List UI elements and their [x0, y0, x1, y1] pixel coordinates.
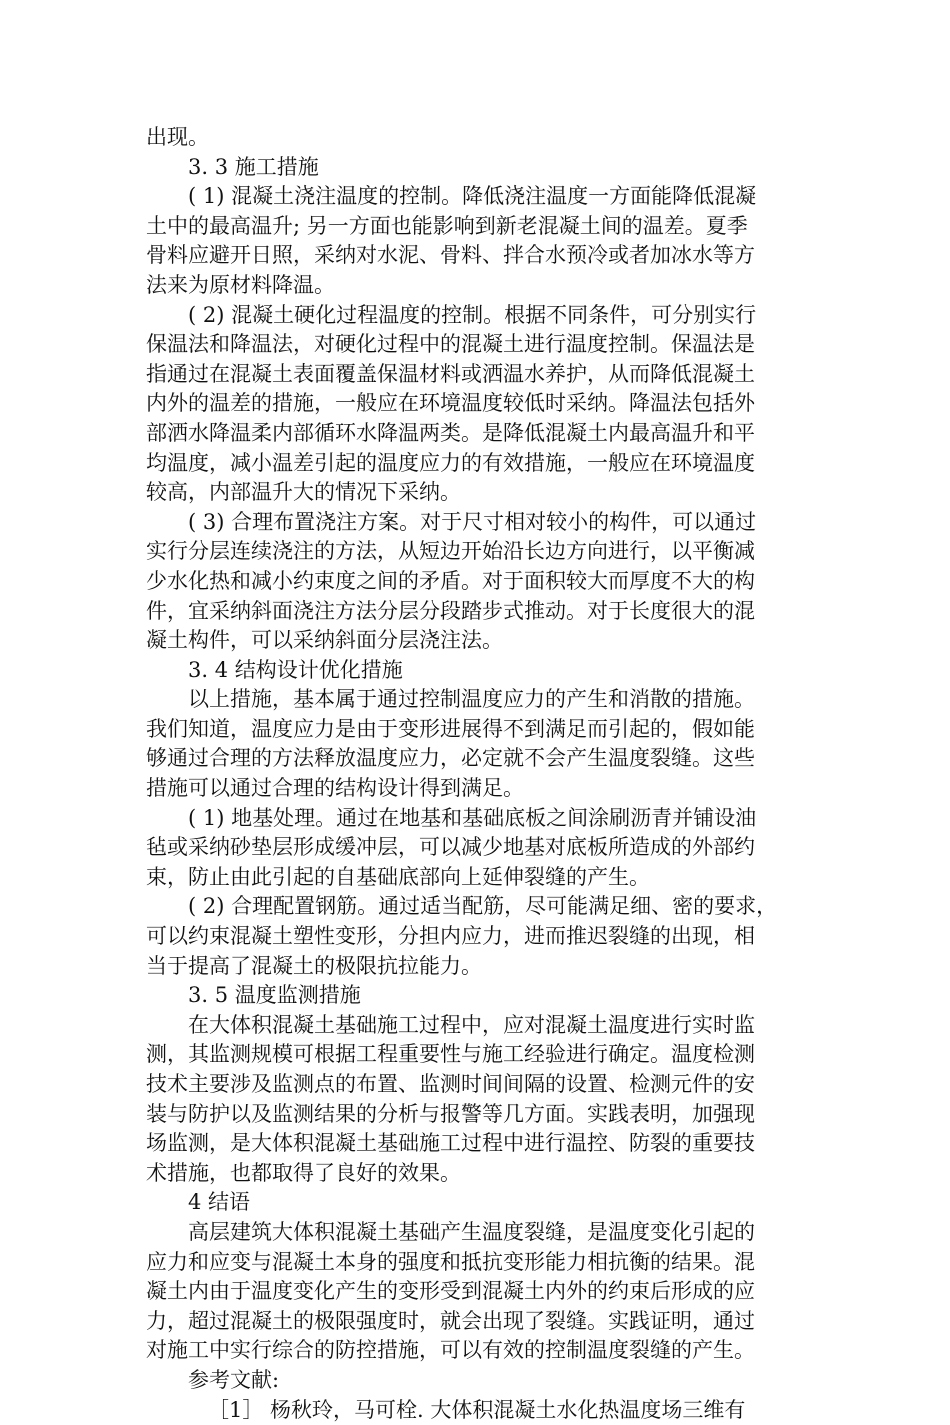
paragraph-line: ( 1) 混凝土浇注温度的控制。降低浇注温度一方面能降低混凝	[188, 184, 757, 209]
paragraph-line: 出现。	[146, 125, 209, 149]
paragraph-line: 应力和应变与混凝土本身的强度和抵抗变形能力相抗衡的结果。混	[146, 1249, 755, 1274]
paragraph-line: 测，其监测规模可根据工程重要性与施工经验进行确定。温度检测	[146, 1042, 755, 1067]
paragraph-line: 内外的温差的措施，一般应在环境温度较低时采纳。降温法包括外	[146, 391, 755, 416]
paragraph-line: 指通过在混凝土表面覆盖保温材料或洒温水养护，从而降低混凝土	[146, 361, 755, 386]
paragraph-line: 均温度，减小温差引起的温度应力的有效措施，一般应在环境温度	[146, 450, 755, 475]
paragraph-line: 少水化热和减小约束度之间的矛盾。对于面积较大而厚度不大的构	[146, 568, 755, 593]
section-heading: 3. 3 施工措施	[188, 154, 319, 179]
paragraph-line: 我们知道，温度应力是由于变形进展得不到满足而引起的，假如能	[146, 716, 755, 741]
paragraph-line: 凝土构件，可以采纳斜面分层浇注法。	[146, 628, 503, 653]
paragraph-line: 装与防护以及监测结果的分析与报警等几方面。实践表明，加强现	[146, 1101, 755, 1126]
paragraph-line: 高层建筑大体积混凝土基础产生温度裂缝，是温度变化引起的	[188, 1219, 755, 1244]
paragraph-line: 力，超过混凝土的极限强度时，就会出现了裂缝。实践证明，通过	[146, 1308, 755, 1333]
paragraph-line: 以上措施，基本属于通过控制温度应力的产生和消散的措施。	[188, 687, 755, 712]
paragraph-line: 骨料应避开日照，采纳对水泥、骨料、拌合水预冷或者加冰水等方	[146, 243, 755, 268]
section-heading: 3. 5 温度监测措施	[188, 983, 361, 1008]
paragraph-line: 件，宜采纳斜面浇注方法分层分段踏步式推动。对于长度很大的混	[146, 598, 755, 623]
paragraph-line: 束，防止由此引起的自基础底部向上延伸裂缝的产生。	[146, 864, 650, 889]
paragraph-line: 法来为原材料降温。	[146, 272, 335, 297]
paragraph-line: 毡或采纳砂垫层形成缓冲层，可以减少地基对底板所造成的外部约	[146, 835, 755, 860]
references-heading: 参考文献:	[188, 1367, 280, 1392]
paragraph-line: 土中的最高温升; 另一方面也能影响到新老混凝土间的温差。夏季	[146, 213, 748, 238]
section-heading: 4 结语	[188, 1190, 251, 1215]
paragraph-line: ( 2) 混凝土硬化过程温度的控制。根据不同条件，可分别实行	[188, 302, 757, 327]
reference-entry: ［1］ 杨秋玲，马可栓. 大体积混凝土水化热温度场三维有	[208, 1397, 746, 1422]
paragraph-line: 可以约束混凝土塑性变形，分担内应力，进而推迟裂缝的出现，相	[146, 924, 755, 949]
paragraph-line: ( 2) 合理配置钢筋。通过适当配筋，尽可能满足细、密的要求，	[188, 894, 778, 919]
paragraph-line: 当于提高了混凝土的极限抗拉能力。	[146, 953, 482, 978]
paragraph-line: 实行分层连续浇注的方法，从短边开始沿长边方向进行，以平衡减	[146, 539, 755, 564]
paragraph-line: 部洒水降温柔内部循环水降温两类。是降低混凝土内最高温升和平	[146, 420, 755, 445]
paragraph-line: ( 1) 地基处理。通过在地基和基础底板之间涂刷沥青并铺设油	[188, 805, 757, 830]
paragraph-line: 术措施，也都取得了良好的效果。	[146, 1160, 461, 1185]
paragraph-line: ( 3) 合理布置浇注方案。对于尺寸相对较小的构件，可以通过	[188, 509, 757, 534]
document-body	[146, 123, 826, 1425]
paragraph-line: 够通过合理的方法释放温度应力，必定就不会产生温度裂缝。这些	[146, 746, 755, 771]
section-heading: 3. 4 结构设计优化措施	[188, 657, 403, 682]
paragraph-line: 技术主要涉及监测点的布置、监测时间间隔的设置、检测元件的安	[146, 1072, 755, 1096]
paragraph-line: 凝土内由于温度变化产生的变形受到混凝土内外的约束后形成的应	[146, 1279, 755, 1304]
paragraph-line: 在大体积混凝土基础施工过程中，应对混凝土温度进行实时监	[188, 1012, 755, 1037]
paragraph-line: 场监测，是大体积混凝土基础施工过程中进行温控、防裂的重要技	[146, 1131, 755, 1156]
paragraph-line: 措施可以通过合理的结构设计得到满足。	[146, 776, 524, 801]
paragraph-line: 较高，内部温升大的情况下采纳。	[146, 480, 461, 505]
paragraph-line: 保温法和降温法，对硬化过程中的混凝土进行温度控制。保温法是	[146, 332, 755, 357]
paragraph-line: 对施工中实行综合的防控措施，可以有效的控制温度裂缝的产生。	[146, 1338, 755, 1363]
